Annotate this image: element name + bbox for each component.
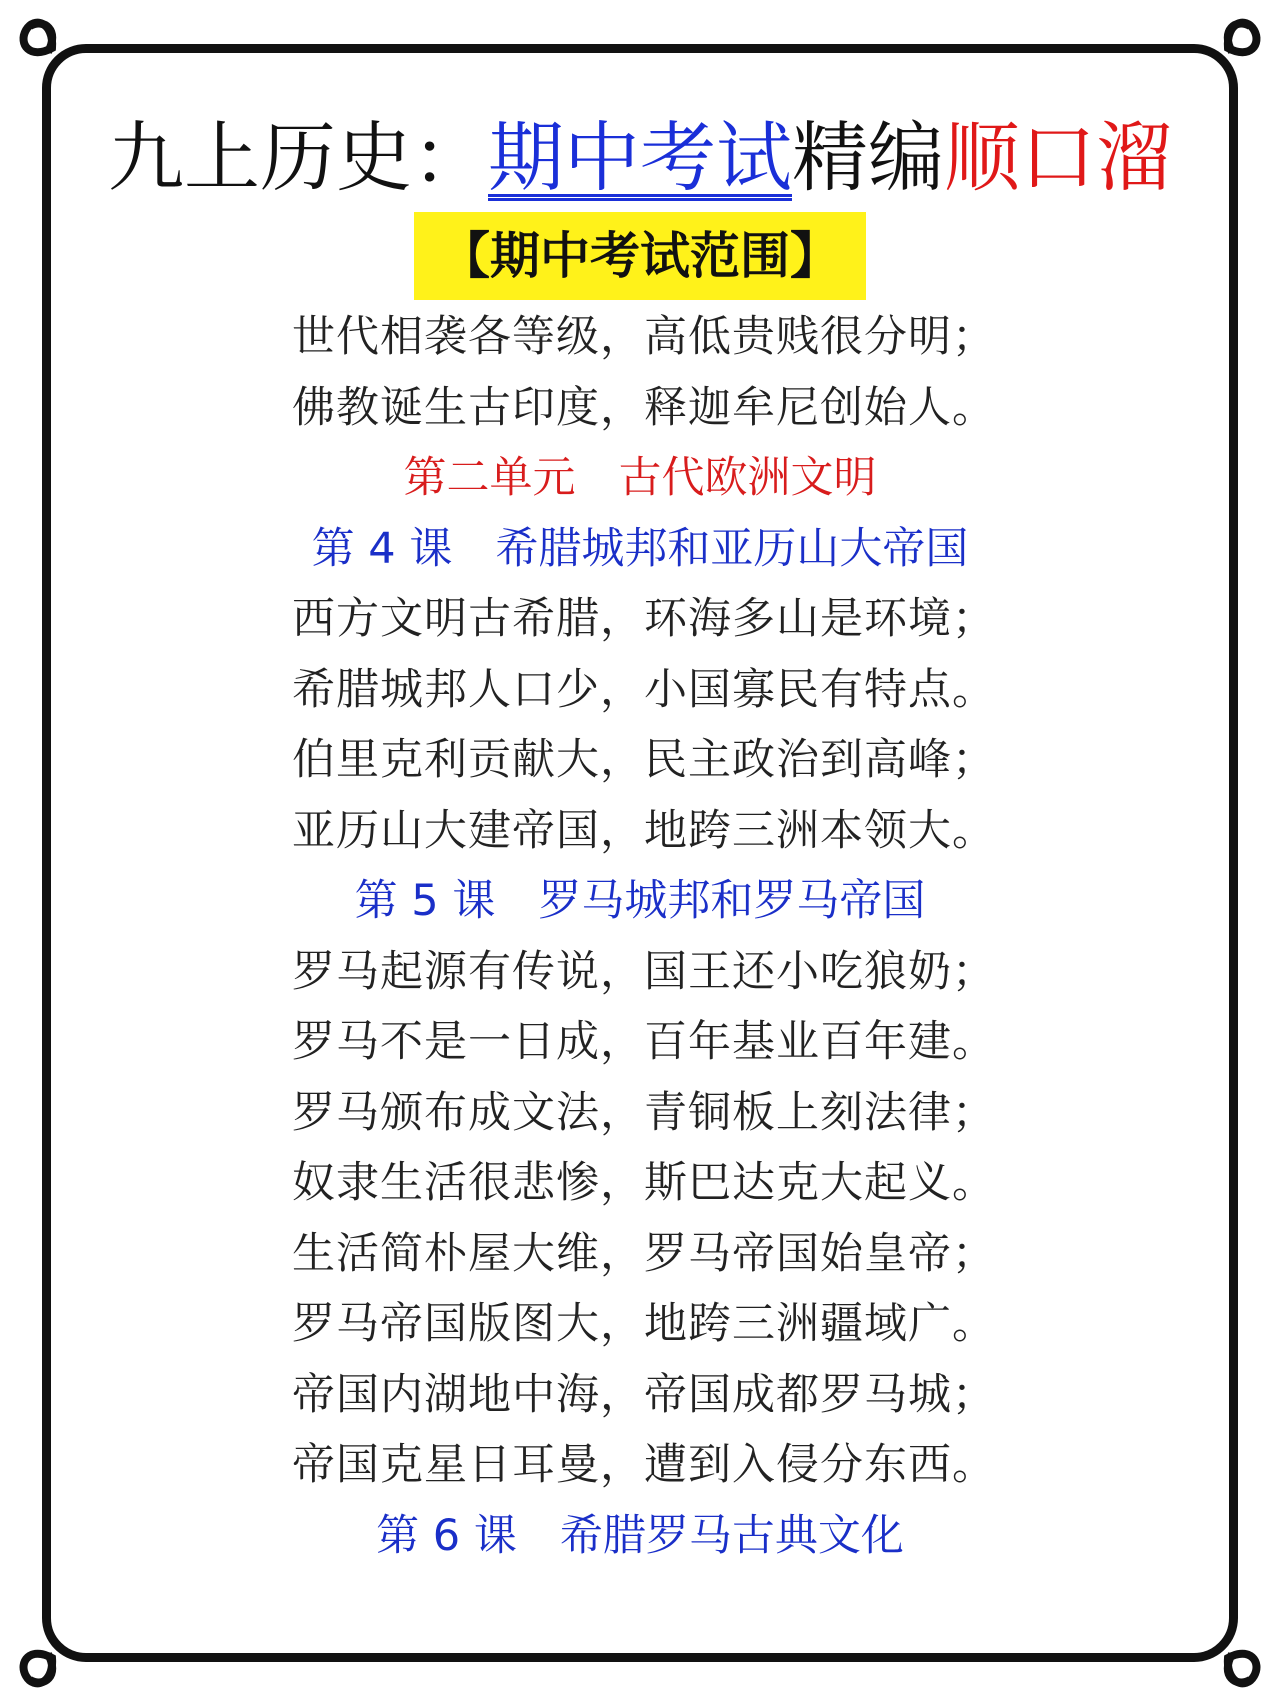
verse-line: 生活简朴屋大维，罗马帝国始皇帝； (292, 1228, 996, 1279)
corner-ornament-icon (0, 1610, 96, 1706)
verse-line: 帝国克星日耳曼，遭到入侵分东西。 (292, 1440, 996, 1490)
lesson-heading: 第 4 课 希腊城邦和亚历山大帝国 (311, 523, 969, 574)
verse-line: 罗马帝国版图大，地跨三洲疆域广。 (292, 1299, 996, 1349)
verse-line: 希腊城邦人口少，小国寡民有特点。 (292, 664, 996, 715)
title-part-compiled: 精编 (792, 113, 944, 202)
verse-line: 西方文明古希腊，环海多山是环境； (292, 594, 996, 644)
lesson-heading: 第 5 课 罗马城邦和罗马帝国 (354, 876, 926, 926)
verse-line: 佛教诞生古印度，释迦牟尼创始人。 (292, 382, 996, 433)
verse-line: 罗马颁布成文法，青铜板上刻法律； (292, 1087, 996, 1138)
verse-line: 世代相袭各等级，高低贵贱很分明； (292, 312, 996, 362)
title-part-subject: 九上历史： (108, 113, 488, 202)
unit-heading: 第二单元 古代欧洲文明 (403, 453, 877, 503)
corner-ornament-icon (1184, 0, 1280, 96)
title-part-exam: 期中考试 (488, 113, 792, 202)
verse-line: 罗马起源有传说，国王还小吃狼奶； (292, 946, 996, 997)
page-title (0, 108, 1280, 208)
exam-range-banner: 【期中考试范围】 (414, 212, 866, 300)
rhyme-list (0, 302, 1280, 1571)
verse-line: 帝国内湖地中海，帝国成都罗马城； (292, 1369, 996, 1420)
title-part-rhyme: 顺口溜 (944, 113, 1172, 202)
corner-ornament-icon (0, 0, 96, 96)
verse-line: 奴隶生活很悲惨，斯巴达克大起义。 (292, 1158, 996, 1208)
verse-line: 亚历山大建帝国，地跨三洲本领大。 (292, 805, 996, 856)
lesson-heading: 第 6 课 希腊罗马古典文化 (376, 1510, 904, 1561)
corner-ornament-icon (1184, 1610, 1280, 1706)
verse-line: 伯里克利贡献大，民主政治到高峰； (292, 735, 996, 785)
verse-line: 罗马不是一日成，百年基业百年建。 (292, 1017, 996, 1067)
